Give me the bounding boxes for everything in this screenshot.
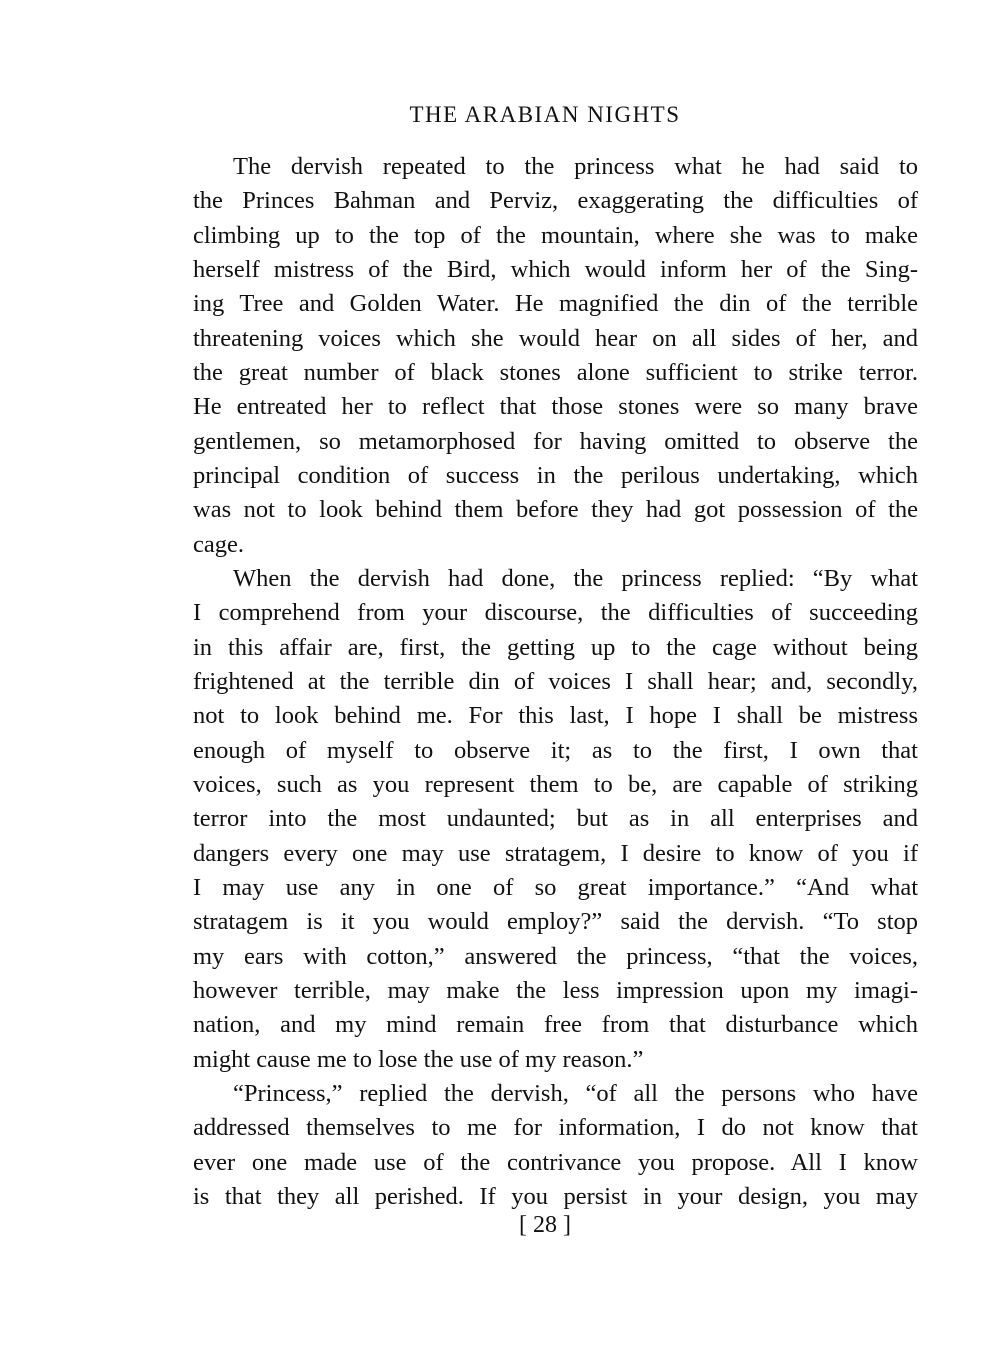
text-line: not to look behind me. For this last, I hope I shall be mistress [193,702,918,730]
paragraph [193,1077,918,1214]
page-number: [ 28 ] [519,1212,571,1238]
text-line: The dervish repeated to the princess what he had said to [233,153,918,180]
text-line: ever one made use of the contrivance you propose. All I know [193,1148,918,1176]
text-line: principal condition of success in the perilous undertaking, which [193,461,918,489]
text-line: the Princes Bahman and Perviz, exaggerating the difficulties of [193,187,918,215]
text-line: climbing up to the top of the mountain, where she was to make [193,221,918,249]
text-line: herself mistress of the Bird, which would inform her of the Sing- [193,255,918,283]
paragraph [193,562,918,1077]
text-line: I comprehend from your discourse, the difficulties of succeeding [193,599,918,627]
text-line: my ears with cotton,” answered the princess, “that the voices, [193,942,918,970]
text-line: threatening voices which she would hear on all sides of her, and [193,324,918,352]
text-line: was not to look behind them before they had got possession of the [193,496,918,524]
text-line: however terrible, may make the less impression upon my imagi- [193,976,918,1004]
text-line: I may use any in one of so great importance.” “And what [193,873,918,901]
running-header: THE ARABIAN NIGHTS [409,102,681,127]
text-line: gentlemen, so metamorphosed for having omitted to observe the [193,427,918,455]
text-line: nation, and my mind remain free from that disturbance which [193,1011,918,1039]
text-line: cage. [193,530,244,558]
text-line: enough of myself to observe it; as to the first, I own that [193,736,918,764]
text-line: ing Tree and Golden Water. He magnified the din of the terrible [193,290,918,318]
text-line: When the dervish had done, the princess replied: “By what [233,564,918,592]
paragraph [193,150,918,562]
text-line: is that they all perished. If you persist in your design, you may [193,1182,918,1210]
text-line: in this affair are, first, the getting up to the cage without being [193,633,918,661]
text-line: He entreated her to reflect that those stones were so many brave [193,393,918,421]
text-line: the great number of black stones alone sufficient to strike terror. [193,358,918,386]
body-text [193,150,918,1214]
text-line: frightened at the terrible din of voices I shall hear; and, secondly, [193,667,918,695]
text-line: addressed themselves to me for information, I do not know that [193,1114,918,1142]
text-line: stratagem is it you would employ?” said the dervish. “To stop [193,908,918,936]
text-line: “Princess,” replied the dervish, “of all the persons who have [233,1079,918,1107]
text-line: voices, such as you represent them to be, are capable of striking [193,770,918,798]
text-line: terror into the most undaunted; but as in all enterprises and [193,805,918,833]
text-line: dangers every one may use stratagem, I desire to know of you if [193,839,918,867]
text-line: might cause me to lose the use of my reason.” [193,1045,644,1073]
